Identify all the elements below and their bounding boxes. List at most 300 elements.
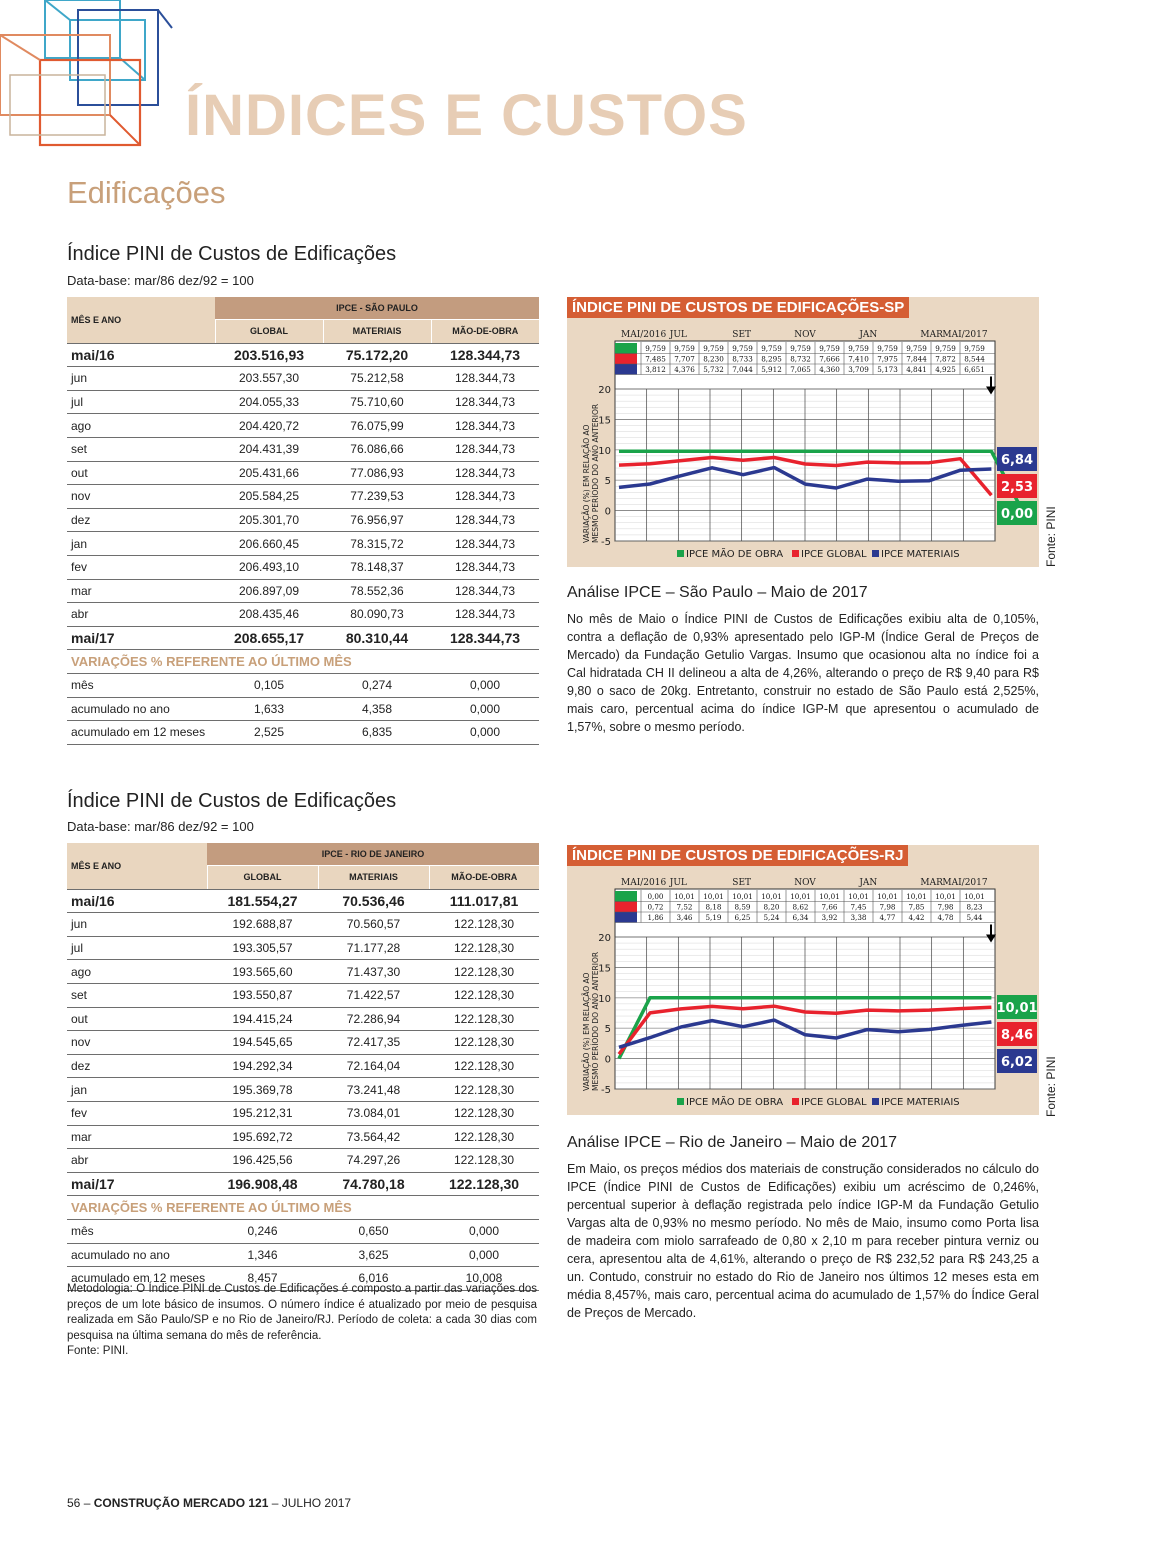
cell-materiais: 76.075,99	[323, 414, 431, 438]
cell-global: 194.545,65	[207, 1031, 318, 1055]
cell-materiais: 6,835	[323, 721, 431, 745]
cell-materiais: 75.172,20	[323, 343, 431, 367]
value-label: 9,759	[790, 344, 811, 353]
x-tick-label: SET	[732, 878, 752, 888]
value-label: 7,872	[935, 354, 956, 364]
value-label: 4,841	[906, 365, 927, 374]
table-row	[67, 1007, 539, 1031]
value-label: 7,707	[674, 354, 695, 364]
cell-mes: abr	[67, 1149, 207, 1173]
cell-mes: mai/17	[67, 1172, 207, 1196]
value-label: 8,18	[705, 902, 722, 912]
cell-global: 193.565,60	[207, 960, 318, 984]
value-label: 10,01	[790, 892, 811, 901]
rj-table-subtitle: Data-base: mar/86 dez/92 = 100	[67, 819, 254, 834]
final-value-label: 6,84	[1000, 453, 1034, 468]
y-tick-label: 15	[598, 963, 611, 975]
cell-materiais: 70.536,46	[318, 889, 429, 913]
cell-global: 192.688,87	[207, 913, 318, 937]
cell-mes: jan	[67, 1078, 207, 1102]
legend-label: IPCE GLOBAL	[801, 1097, 867, 1108]
y-tick-label: 20	[598, 933, 611, 944]
table-row	[67, 626, 539, 650]
cell-mes: set	[67, 437, 215, 461]
value-label: 4,360	[819, 365, 840, 374]
x-tick-label: MAI/2016	[621, 878, 667, 888]
variation-row	[67, 721, 539, 745]
cell-materiais: 75.710,60	[323, 390, 431, 414]
cell-global: 8,457	[207, 1267, 318, 1291]
cell-mao: 122.128,30	[429, 983, 539, 1007]
metodologia-fonte: Fonte: PINI.	[67, 1345, 129, 1357]
col-materiais: MATERIAIS	[318, 866, 429, 890]
series-swatch	[615, 912, 637, 923]
cell-global: 194.292,34	[207, 1054, 318, 1078]
cell-mao: 122.128,30	[429, 1007, 539, 1031]
value-label: 5,44	[966, 913, 983, 922]
cell-materiais: 77.086,93	[323, 461, 431, 485]
y-tick-label: 0	[604, 1054, 611, 1066]
y-tick-label: 0	[604, 506, 611, 518]
col-global: GLOBAL	[207, 866, 318, 890]
value-label: 1,86	[647, 913, 664, 922]
rj-table-title: Índice PINI de Custos de Edificações	[67, 790, 397, 812]
rj-analise-text: Em Maio, os preços médios dos materiais de construção considerados no cálculo do IPCE (Índice PINI de Custos de Edificações) exibiu um acréscimo de 0,246%, percentual superior à deflação registrada pelo índice IGP-M da Fundação Getulio Vargas alta de 0,93% no mesmo período. No mês de Maio, insumo como Porta lisa de madeira com miolo sarrafeado de 0,80 x 2,10 m para receber pintura verniz ou cera, apresentou alta de 4,61%, alterando o preço de R$ 232,52 para R$ 243,25 a un. Contudo, construir no estado do Rio de Janeiro nos últimos 12 meses esta em média 8,457%, mais caro, percentual acima do acumulado de 1,57% do Índice Geral de Preços de Mercado.	[567, 1162, 1039, 1320]
final-value-label: 6,02	[1000, 1055, 1034, 1070]
cell-materiais: 73.241,48	[318, 1078, 429, 1102]
value-label: 10,01	[906, 892, 927, 901]
table-row	[67, 1054, 539, 1078]
legend-label: IPCE MÃO DE OBRA	[686, 549, 784, 560]
cell-global: 204.420,72	[215, 414, 323, 438]
page-number: 56	[67, 1496, 81, 1510]
cell-global: 206.493,10	[215, 555, 323, 579]
cell-mao: 0,000	[429, 1243, 539, 1267]
cell-mao: 122.128,30	[429, 960, 539, 984]
sp-chart-source: Fonte: PINI	[1044, 506, 1058, 567]
final-value-label: 10,01	[996, 1001, 1038, 1016]
cell-global: 181.554,27	[207, 889, 318, 913]
cell-materiais: 75.212,58	[323, 367, 431, 391]
x-tick-label: JAN	[859, 878, 878, 888]
cell-mao: 128.344,73	[431, 390, 539, 414]
cell-label: acumulado em 12 meses	[67, 721, 215, 745]
value-label: 0,72	[647, 902, 664, 912]
cell-mes: abr	[67, 603, 215, 627]
x-tick-label: SET	[732, 330, 752, 340]
footer-sep: –	[80, 1496, 94, 1510]
table-row	[67, 461, 539, 485]
x-tick-label: MAR	[920, 330, 943, 340]
cell-materiais: 78.315,72	[323, 532, 431, 556]
cell-global: 206.897,09	[215, 579, 323, 603]
value-label: 10,01	[877, 892, 898, 901]
cell-mao: 0,000	[429, 1219, 539, 1243]
value-label: 5,24	[763, 913, 780, 922]
table-row	[67, 367, 539, 391]
cell-label: acumulado no ano	[67, 1243, 207, 1267]
value-label: 6,34	[792, 913, 809, 922]
value-label: 5,19	[705, 913, 722, 922]
sp-table-title: Índice PINI de Custos de Edificações	[67, 243, 397, 265]
cell-materiais: 71.177,28	[318, 936, 429, 960]
value-label: 9,759	[732, 344, 753, 353]
series-swatch	[615, 354, 637, 365]
final-value-label: 8,46	[1000, 1028, 1034, 1043]
value-label: 5,732	[703, 365, 724, 374]
value-label: 10,01	[732, 892, 753, 901]
table-row	[67, 913, 539, 937]
y-axis-label: VARIAÇÃO (%) EM RELAÇÃO AO	[582, 424, 591, 543]
legend-label: IPCE MATERIAIS	[881, 1097, 960, 1108]
y-tick-label: 10	[598, 445, 611, 457]
cell-global: 193.550,87	[207, 983, 318, 1007]
cell-mes: jul	[67, 936, 207, 960]
cell-materiais: 71.437,30	[318, 960, 429, 984]
cell-mao: 0,000	[431, 721, 539, 745]
value-label: 7,666	[819, 354, 840, 364]
cell-mes: jul	[67, 390, 215, 414]
cell-global: 195.692,72	[207, 1125, 318, 1149]
cell-mes: set	[67, 983, 207, 1007]
value-label: 3,92	[821, 913, 838, 922]
legend-swatch	[792, 550, 799, 557]
x-tick-label: MAI/2016	[621, 330, 667, 340]
footer-sep: –	[268, 1496, 282, 1510]
cell-mao: 128.344,73	[431, 461, 539, 485]
value-label: 10,01	[848, 892, 869, 901]
cell-global: 208.655,17	[215, 626, 323, 650]
cell-mes: nov	[67, 1031, 207, 1055]
legend-swatch	[792, 1098, 799, 1105]
value-label: 9,759	[645, 344, 666, 353]
cell-mao: 10,008	[429, 1267, 539, 1291]
table-row	[67, 1078, 539, 1102]
value-label: 4,925	[935, 365, 956, 374]
table-row	[67, 555, 539, 579]
cell-mao: 122.128,30	[429, 913, 539, 937]
final-value-label: 2,53	[1000, 480, 1034, 495]
cell-global: 196.425,56	[207, 1149, 318, 1173]
cell-global: 2,525	[215, 721, 323, 745]
cell-label: acumulado no ano	[67, 697, 215, 721]
value-label: 7,410	[848, 354, 869, 364]
value-label: 9,759	[819, 344, 840, 353]
magazine-name: CONSTRUÇÃO MERCADO 121	[93, 1496, 269, 1510]
cell-global: 206.660,45	[215, 532, 323, 556]
value-label: 9,759	[964, 344, 985, 353]
cell-materiais: 80.090,73	[323, 603, 431, 627]
value-label: 9,759	[761, 344, 782, 353]
table-row	[67, 343, 539, 367]
legend-swatch	[872, 550, 879, 557]
value-label: 8,733	[732, 354, 753, 364]
cubes-logo	[0, 0, 180, 150]
cell-materiais: 72.286,94	[318, 1007, 429, 1031]
cell-global: 195.369,78	[207, 1078, 318, 1102]
value-label: 9,759	[935, 344, 956, 353]
cell-mao: 128.344,73	[431, 343, 539, 367]
cell-materiais: 6,016	[318, 1267, 429, 1291]
value-label: 5,173	[877, 365, 898, 374]
variation-row	[67, 697, 539, 721]
col-mao: MÃO-DE-OBRA	[429, 866, 539, 890]
y-tick-label: 5	[604, 1024, 611, 1036]
cell-global: 194.415,24	[207, 1007, 318, 1031]
y-axis-label: MESMO PERÍODO DO ANO ANTERIOR	[591, 951, 600, 1091]
table-row	[67, 414, 539, 438]
y-tick-label: 20	[598, 385, 611, 396]
chart-title: ÍNDICE PINI DE CUSTOS DE EDIFICAÇÕES-RJ	[567, 845, 908, 866]
metodologia-text: Metodologia: O Índice PINI de Custos de Edificações é composto a partir das variações dos preços de um lote básico de insumos. O número índice é atualizado por meio de pesquisa realizada em São Paulo/SP e no Rio de Janeiro/RJ. Período de coleta: a cada 30 dias com pesquisa na última semana do mês de referência.	[67, 1283, 537, 1342]
cell-global: 203.557,30	[215, 367, 323, 391]
rj-chart-source: Fonte: PINI	[1044, 1056, 1058, 1117]
x-tick-label: MAR	[920, 878, 943, 888]
cell-mes: dez	[67, 508, 215, 532]
table-row	[67, 1172, 539, 1196]
cell-global: 205.301,70	[215, 508, 323, 532]
x-tick-label: JUL	[669, 878, 687, 888]
table-row	[67, 485, 539, 509]
table-row	[67, 603, 539, 627]
cell-mao: 128.344,73	[431, 555, 539, 579]
cell-mao: 128.344,73	[431, 532, 539, 556]
value-label: 7,065	[790, 365, 811, 374]
cell-label: acumulado em 12 meses	[67, 1267, 207, 1291]
value-label: 3,709	[848, 365, 869, 374]
cell-global: 205.431,66	[215, 461, 323, 485]
series-swatch	[615, 343, 637, 354]
value-label: 7,98	[879, 902, 896, 912]
cell-materiais: 72.417,35	[318, 1031, 429, 1055]
cell-mes: mar	[67, 579, 215, 603]
x-tick-label: MAI/2017	[942, 330, 988, 340]
value-label: 10,01	[819, 892, 840, 901]
table-row	[67, 889, 539, 913]
value-label: 10,01	[703, 892, 724, 901]
cell-mes: out	[67, 1007, 207, 1031]
cell-mes: out	[67, 461, 215, 485]
series-swatch	[615, 902, 637, 913]
cell-mes: jan	[67, 532, 215, 556]
y-tick-label: -5	[601, 537, 611, 548]
value-label: 10,01	[964, 892, 985, 901]
cell-mao: 128.344,73	[431, 485, 539, 509]
value-label: 4,77	[879, 913, 896, 922]
value-label: 8,230	[703, 354, 724, 364]
cell-materiais: 78.148,37	[323, 555, 431, 579]
table-row	[67, 532, 539, 556]
value-label: 8,23	[966, 902, 983, 912]
x-tick-label: JUL	[669, 330, 687, 340]
table-row	[67, 390, 539, 414]
value-label: 9,759	[877, 344, 898, 353]
y-tick-label: 10	[598, 993, 611, 1005]
value-label: 9,759	[703, 344, 724, 353]
value-label: 8,544	[964, 354, 985, 364]
y-tick-label: -5	[601, 1085, 611, 1096]
cell-label: mês	[67, 1219, 207, 1243]
cell-global: 1,346	[207, 1243, 318, 1267]
cell-global: 193.305,57	[207, 936, 318, 960]
legend-label: IPCE MATERIAIS	[881, 549, 960, 560]
cell-global: 0,105	[215, 673, 323, 697]
chart-title: ÍNDICE PINI DE CUSTOS DE EDIFICAÇÕES-SP	[567, 297, 909, 318]
series-swatch	[615, 364, 637, 375]
cell-mao: 128.344,73	[431, 414, 539, 438]
cell-mao: 128.344,73	[431, 367, 539, 391]
sp-table-subtitle: Data-base: mar/86 dez/92 = 100	[67, 273, 254, 288]
table-row	[67, 936, 539, 960]
table-row	[67, 960, 539, 984]
table-row	[67, 1031, 539, 1055]
sp-table	[67, 297, 539, 745]
value-label: 7,98	[937, 902, 954, 912]
cell-mao: 128.344,73	[431, 626, 539, 650]
cell-materiais: 78.552,36	[323, 579, 431, 603]
sp-analise-text: No mês de Maio o Índice PINI de Custos de Edificações exibiu alta de 0,105%, contra a deflação de 0,93% apresentado pelo IGP-M (Índice Geral de Preços de Mercado) da Fundação Getulio Vargas. Insumo que ocasionou alta no índice foi a Cal hidratada CH II delineou a alta de 4,26%, alterando o preço de R$ 9,40 para R$ 9,80 o saco de 20kg. Entretanto, construir no estado de São Paulo está 2,525%, mais caro, percentual acima do índice IGP-M que apresentou o acumulado de 1,57%, sobre o mesmo período.	[567, 612, 1039, 734]
rj-analise-title: Análise IPCE – Rio de Janeiro – Maio de 2017	[567, 1134, 897, 1151]
value-label: 7,044	[732, 365, 753, 374]
value-label: 3,812	[645, 365, 666, 374]
cell-mes: ago	[67, 414, 215, 438]
table-row	[67, 1101, 539, 1125]
y-tick-label: 15	[598, 415, 611, 427]
col-global: GLOBAL	[215, 320, 323, 344]
col-mes: MÊS E ANO	[67, 843, 207, 889]
cell-mao: 122.128,30	[429, 1125, 539, 1149]
variation-row	[67, 1219, 539, 1243]
sp-analise-title: Análise IPCE – São Paulo – Maio de 2017	[567, 584, 868, 601]
value-label: 8,295	[761, 354, 782, 364]
cell-materiais: 71.422,57	[318, 983, 429, 1007]
cell-mes: mai/16	[67, 889, 207, 913]
var-title: VARIAÇÕES % REFERENTE AO ÚLTIMO MÊS	[67, 650, 539, 674]
value-label: 10,01	[761, 892, 782, 901]
sp-chart	[567, 297, 1039, 567]
legend-label: IPCE MÃO DE OBRA	[686, 1097, 784, 1108]
footer	[67, 1496, 351, 1510]
x-tick-label: NOV	[794, 330, 816, 340]
cell-materiais: 0,274	[323, 673, 431, 697]
cell-materiais: 4,358	[323, 697, 431, 721]
cell-materiais: 0,650	[318, 1219, 429, 1243]
variation-row	[67, 673, 539, 697]
legend-swatch	[872, 1098, 879, 1105]
cell-mes: dez	[67, 1054, 207, 1078]
page-title: ÍNDICES E CUSTOS	[185, 83, 748, 148]
value-label: 7,85	[908, 902, 925, 912]
y-axis-label: MESMO PERÍODO DO ANO ANTERIOR	[591, 403, 600, 543]
table-row	[67, 1149, 539, 1173]
cell-global: 1,633	[215, 697, 323, 721]
series-swatch	[615, 891, 637, 902]
cell-materiais: 74.297,26	[318, 1149, 429, 1173]
legend-label: IPCE GLOBAL	[801, 549, 867, 560]
rj-chart	[567, 845, 1039, 1115]
cell-mes: fev	[67, 555, 215, 579]
cell-mao: 122.128,30	[429, 936, 539, 960]
value-label: 0,00	[647, 892, 664, 901]
col-materiais: MATERIAIS	[323, 320, 431, 344]
cell-mao: 128.344,73	[431, 603, 539, 627]
cell-materiais: 74.780,18	[318, 1172, 429, 1196]
x-tick-label: JAN	[859, 330, 878, 340]
value-label: 10,01	[935, 892, 956, 901]
value-label: 7,66	[821, 902, 838, 912]
value-label: 8,62	[792, 902, 809, 912]
value-label: 5,912	[761, 365, 782, 374]
cell-global: 196.908,48	[207, 1172, 318, 1196]
col-group: IPCE - RIO DE JANEIRO	[207, 843, 539, 866]
value-label: 7,844	[906, 354, 927, 364]
table-row	[67, 508, 539, 532]
value-label: 3,46	[676, 913, 693, 922]
variation-row	[67, 1243, 539, 1267]
cell-mao: 0,000	[431, 697, 539, 721]
final-value-label: 0,00	[1000, 507, 1034, 522]
cell-materiais: 76.956,97	[323, 508, 431, 532]
cell-materiais: 80.310,44	[323, 626, 431, 650]
x-tick-label: NOV	[794, 878, 816, 888]
value-label: 7,485	[645, 354, 666, 364]
cell-mao: 122.128,30	[429, 1054, 539, 1078]
cell-mao: 122.128,30	[429, 1149, 539, 1173]
value-label: 9,759	[674, 344, 695, 353]
value-label: 4,42	[908, 913, 925, 922]
value-label: 7,45	[850, 902, 867, 912]
cell-mes: nov	[67, 485, 215, 509]
metodologia	[67, 1282, 537, 1360]
cell-materiais: 73.564,42	[318, 1125, 429, 1149]
cell-global: 204.055,33	[215, 390, 323, 414]
cell-mes: jun	[67, 913, 207, 937]
value-label: 8,59	[734, 902, 751, 912]
cell-label: mês	[67, 673, 215, 697]
sp-chart-svg	[567, 297, 1039, 567]
value-label: 6,25	[734, 913, 751, 922]
cell-mes: mai/16	[67, 343, 215, 367]
cell-mes: ago	[67, 960, 207, 984]
table-row	[67, 579, 539, 603]
table-row	[67, 983, 539, 1007]
issue-date: JULHO 2017	[281, 1496, 352, 1510]
cell-global: 205.584,25	[215, 485, 323, 509]
var-title: VARIAÇÕES % REFERENTE AO ÚLTIMO MÊS	[67, 1196, 539, 1220]
col-group: IPCE - SÃO PAULO	[215, 297, 539, 320]
x-tick-label: MAI/2017	[942, 878, 988, 888]
cell-materiais: 3,625	[318, 1243, 429, 1267]
value-label: 10,01	[674, 892, 695, 901]
value-label: 4,376	[674, 365, 695, 374]
value-label: 9,759	[848, 344, 869, 353]
legend-swatch	[677, 1098, 684, 1105]
cell-global: 204.431,39	[215, 437, 323, 461]
cell-mao: 0,000	[431, 673, 539, 697]
cell-mao: 122.128,30	[429, 1078, 539, 1102]
rj-table	[67, 843, 539, 1291]
cell-mes: fev	[67, 1101, 207, 1125]
cell-materiais: 72.164,04	[318, 1054, 429, 1078]
cell-global: 208.435,46	[215, 603, 323, 627]
cell-mao: 122.128,30	[429, 1172, 539, 1196]
cell-materiais: 70.560,57	[318, 913, 429, 937]
cell-materiais: 77.239,53	[323, 485, 431, 509]
cell-global: 0,246	[207, 1219, 318, 1243]
value-label: 3,38	[850, 913, 867, 922]
value-label: 9,759	[906, 344, 927, 353]
cell-global: 195.212,31	[207, 1101, 318, 1125]
